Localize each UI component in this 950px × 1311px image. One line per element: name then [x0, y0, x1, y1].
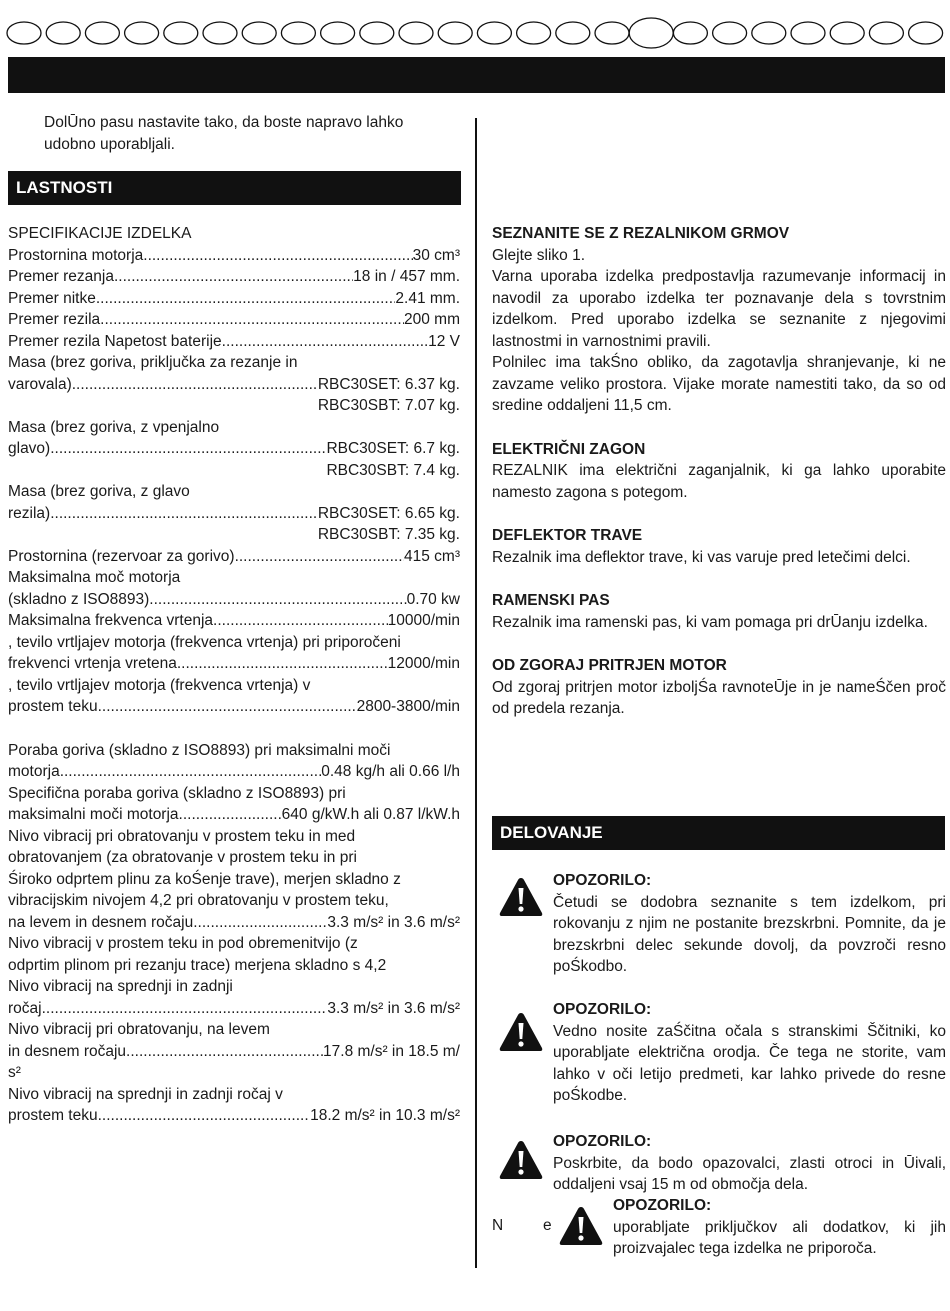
- heading-electric-start: ELEKTRIČNI ZAGON: [492, 440, 646, 458]
- page-oval: [438, 22, 472, 44]
- page-oval: [125, 22, 159, 44]
- page-oval: [321, 22, 355, 44]
- page-tab-ovals: [6, 16, 946, 50]
- intro-text: DolŪno pasu nastavite tako, da boste napravo lahko udobno uporabljali.: [44, 114, 404, 153]
- column-divider: [475, 118, 477, 1268]
- spec-heading: SPECIFIKACIJE IZDELKA: [8, 225, 192, 242]
- page-oval: [85, 22, 119, 44]
- heading-shoulder-strap: RAMENSKI PAS: [492, 592, 610, 609]
- spec-max-frequency: Maksimalna frekvenca vrtenja ..... 10000/min: [8, 610, 460, 632]
- warning-triangle-icon: [498, 1139, 544, 1181]
- page-oval: [477, 22, 511, 44]
- spec-vibration-3: Nivo vibracij pri obratovanju, na levem in desnem ročaju ..... 17.8 m/s² in 18.5 m/ s²: [8, 1019, 460, 1084]
- spec-spindle: , tevilo vrtljajev motorja (frekvenca vrtenja) pri priporočeni frekvenci vrtenja vretena ..... 12000/min: [8, 632, 460, 675]
- warning-3: OPOZORILO: Poskrbite, da bodo opazovalci, zlasti otroci in Ūivali, oddaljeni vsaj 15 m od območja dela.: [498, 1131, 946, 1196]
- spec-line-diameter: Premer nitke ..... 2.41 mm.: [8, 288, 460, 310]
- product-specifications: [8, 223, 460, 1127]
- page-oval: [46, 22, 80, 44]
- page-oval: [629, 18, 673, 48]
- page-oval: [164, 22, 198, 44]
- page-oval: [869, 22, 903, 44]
- page-oval: [909, 22, 943, 44]
- page-oval: [791, 22, 825, 44]
- page-oval: [360, 22, 394, 44]
- page-oval: [556, 22, 590, 44]
- spec-mass-1: Masa (brez goriva, priključka za rezanje in varovala) ..... RBC30SET: 6.37 kg. RBC30SBT: 7.07 kg.: [8, 352, 460, 417]
- spec-mass-2: Masa (brez goriva, z vpenjalno glavo) ..... RBC30SET: 6.7 kg. RBC30SBT: 7.4 kg.: [8, 417, 460, 482]
- warning-2: OPOZORILO: Vedno nosite zaŚčitna očala s stranskimi Ščitniki, ko uporabljate električna orodja. Če tega ne storite, vam lahko v oči letijo predmeti, kar lahko privede do resne poŚkodbe.: [498, 999, 946, 1107]
- spec-mass-3: Masa (brez goriva, z glavo rezila) ..... RBC30SET: 6.65 kg. RBC30SBT: 7.35 kg.: [8, 481, 460, 546]
- page-oval: [399, 22, 433, 44]
- page-oval: [595, 22, 629, 44]
- spec-power: Maksimalna moč motorja (skladno z ISO8893) ..... 0.70 kw: [8, 567, 460, 610]
- spec-vibration-2: Nivo vibracij v prostem teku in pod obremenitvijo (z odprtim plinom pri rezanju trace) merjena skladno s 4,2 Nivo vibracij na sprednji in zadnji ročaj ..... 3.3 m/s² in 3.6 m/s²: [8, 933, 460, 1019]
- warning-4: N e OPOZORILO: uporabljate priključkov ali dodatkov, ki jih proizvajalec tega izdelka ne priporoča.: [492, 1197, 946, 1257]
- spec-blade-diameter: Premer rezila ..... 200 mm: [8, 309, 460, 331]
- spec-tank: Prostornina (rezervoar za gorivo) ..... 415 cm³: [8, 546, 460, 568]
- heading-grass-deflector: DEFLEKTOR TRAVE: [492, 527, 643, 544]
- warning-triangle-icon: [558, 1205, 604, 1247]
- spec-vibration-1: Nivo vibracij pri obratovanju v prostem teku in med obratovanjem (za obratovanje v prostem teku in pri Śiroko odprtem plinu za koŚenje trave), merjen skladno z vibracijskim nivojem 4,2 pri obratovanju v prostem teku, na levem in desnem ročaju ..... 3.3 m/s² in 3.6 m/s²: [8, 826, 460, 934]
- header-bar: [8, 57, 945, 93]
- page-oval: [673, 22, 707, 44]
- warning-triangle-icon: [498, 876, 544, 918]
- page-oval: [752, 22, 786, 44]
- spec-vibration-4: Nivo vibracij na sprednji in zadnji ročaj v prostem teku ..... 18.2 m/s² in 10.3 m/s²: [8, 1084, 460, 1127]
- spec-cut-diameter: Premer rezanja ..... 18 in / 457 mm.: [8, 266, 460, 288]
- page-oval: [281, 22, 315, 44]
- spec-battery: Premer rezila Napetost baterije ..... 12 V: [8, 331, 460, 353]
- spec-specific-fuel: Specifična poraba goriva (skladno z ISO8893) pri maksimalni moči motorja ..... 640 g/kW.h ali 0.87 l/kW.h: [8, 783, 460, 826]
- spec-idle: , tevilo vrtljajev motorja (frekvenca vrtenja) v prostem teku ..... 2800-3800/min: [8, 675, 460, 718]
- heading-get-to-know: SEZNANITE SE Z REZALNIKOM GRMOV: [492, 225, 790, 242]
- page-oval: [713, 22, 747, 44]
- spec-fuel-consumption: Poraba goriva (skladno z ISO8893) pri maksimalni moči motorja ..... 0.48 kg/h ali 0.66 l/h: [8, 740, 460, 783]
- page-oval: [242, 22, 276, 44]
- page-oval: [7, 22, 41, 44]
- page-oval: [517, 22, 551, 44]
- spec-engine: Prostornina motorja ..... 30 cm³: [8, 245, 460, 267]
- feature-descriptions: SEZNANITE SE Z REZALNIKOM GRMOV Glejte sliko 1. Varna uporaba izdelka predpostavlja razumevanje informacij in navodil za uporabo izdelka ter poznavanje dela s tovrstnim izdelkom. Pred uporabo izdelka se seznanite z njegovimi lastnostmi in varnostnimi pravili. Polnilec ima takŚno obliko, da zagotavlja shranjevanje, ki ne zavzame veliko prostora. Vijake morate namestiti tako, da so od sredine oddaljeni 11,5 cm. ELEKTRIČNI ZAGON REZALNIK ima električni zaganjalnik, ki ga lahko uporabite namesto zagona s potegom. DEFLEKTOR TRAVE Rezalnik ima deflektor trave, ki vas varuje pred letečimi delci. RAMENSKI PAS Rezalnik ima ramenski pas, ki vam pomaga pri drŪanju izdelka. OD ZGORAJ PRITRJEN MOTOR Od zgoraj pritrjen motor izboljŚa ravnoteŪje in je nameŚčen proč od predela rezanja.: [492, 225, 946, 717]
- warning-1: OPOZORILO: Četudi se dodobra seznanite s tem izdelkom, pri rokovanju z njim ne postanite brezskrbni. Pomnite, da je brezskrbni delec sekunde dovolj, da povzroči resno poŚkodbo.: [498, 870, 946, 978]
- warning-triangle-icon: [498, 1011, 544, 1053]
- heading-top-motor: OD ZGORAJ PRITRJEN MOTOR: [492, 657, 727, 674]
- section-delovanje: DELOVANJE: [492, 816, 945, 850]
- page-oval: [203, 22, 237, 44]
- page-oval: [830, 22, 864, 44]
- section-lastnosti: LASTNOSTI: [8, 171, 461, 205]
